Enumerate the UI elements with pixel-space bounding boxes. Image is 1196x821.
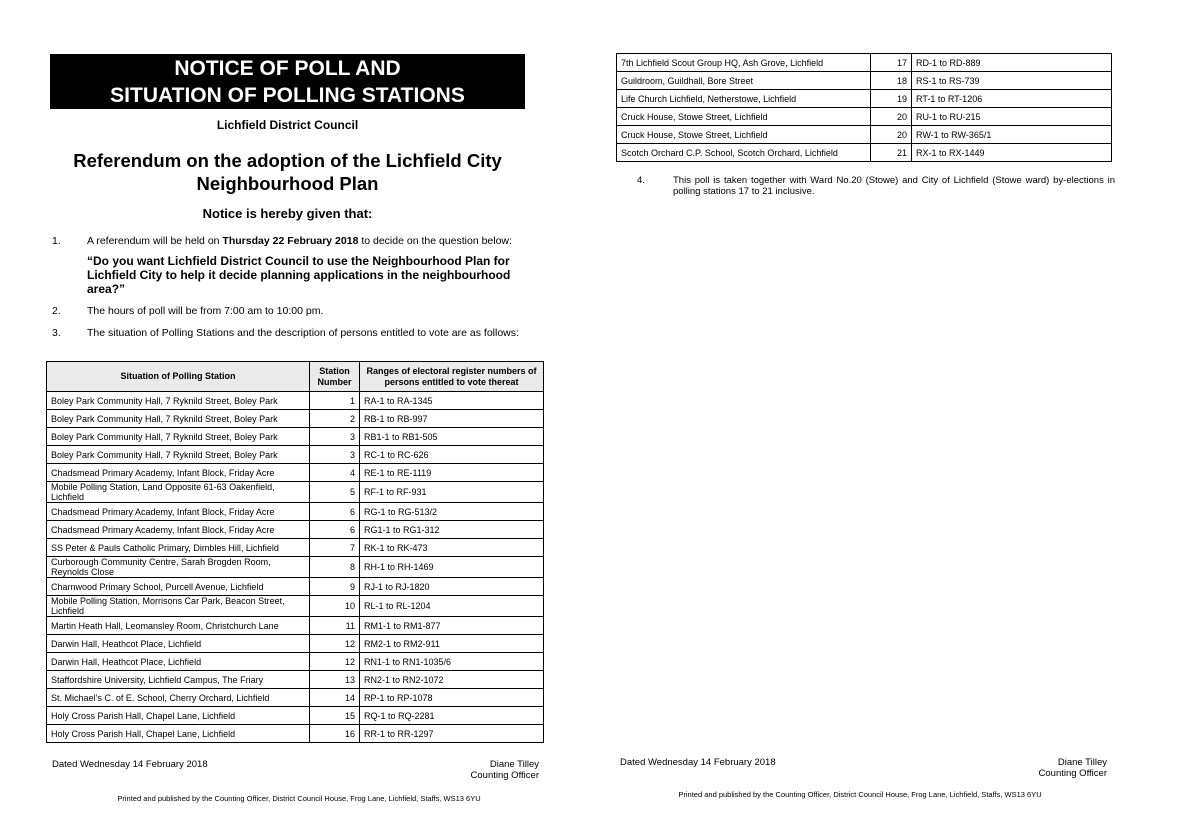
item-text: The situation of Polling Stations and the description of persons entitled to vote are as follows: bbox=[87, 327, 519, 339]
table-row bbox=[47, 539, 544, 557]
item-text: This poll is taken together with Ward No.20 (Stowe) and City of Lichfield (Stowe ward) by-elections in polling stations 17 to 21 inclusive. bbox=[673, 175, 1115, 197]
cell-station-number: 17 bbox=[871, 54, 912, 72]
cell-situation: Boley Park Community Hall, 7 Ryknild Street, Boley Park bbox=[47, 392, 310, 410]
cell-situation: Martin Heath Hall, Leomansley Room, Christchurch Lane bbox=[47, 617, 310, 635]
cell-range: RM1-1 to RM1-877 bbox=[360, 617, 544, 635]
signer-title: Counting Officer bbox=[1038, 768, 1107, 779]
polling-stations-table-continued bbox=[616, 53, 1112, 162]
cell-station-number: 6 bbox=[310, 521, 360, 539]
cell-station-number: 9 bbox=[310, 578, 360, 596]
cell-station-number: 3 bbox=[310, 446, 360, 464]
notice-heading: Notice is hereby given that: bbox=[202, 206, 373, 221]
cell-station-number: 3 bbox=[310, 428, 360, 446]
title-line-1: NOTICE OF POLL AND bbox=[174, 57, 401, 80]
notice-banner bbox=[50, 54, 525, 109]
header-station-number: Station Number bbox=[310, 362, 360, 392]
cell-station-number: 12 bbox=[310, 653, 360, 671]
cell-station-number: 6 bbox=[310, 503, 360, 521]
header-ranges: Ranges of electoral register numbers of persons entitled to vote thereat bbox=[360, 362, 544, 392]
table-row bbox=[47, 578, 544, 596]
item-number: 2. bbox=[52, 305, 61, 317]
cell-situation: Chadsmead Primary Academy, Infant Block, Friday Acre bbox=[47, 503, 310, 521]
table-row bbox=[47, 635, 544, 653]
table-row bbox=[47, 671, 544, 689]
cell-station-number: 5 bbox=[310, 482, 360, 503]
cell-station-number: 11 bbox=[310, 617, 360, 635]
cell-station-number: 15 bbox=[310, 707, 360, 725]
cell-station-number: 1 bbox=[310, 392, 360, 410]
referendum-date: Thursday 22 February 2018 bbox=[222, 235, 359, 247]
cell-station-number: 12 bbox=[310, 635, 360, 653]
cell-station-number: 2 bbox=[310, 410, 360, 428]
cell-range: RR-1 to RR-1297 bbox=[360, 725, 544, 743]
table-row bbox=[617, 90, 1112, 108]
header-situation: Situation of Polling Station bbox=[47, 362, 310, 392]
dated-line-right: Dated Wednesday 14 February 2018 bbox=[620, 757, 776, 768]
cell-station-number: 8 bbox=[310, 557, 360, 578]
cell-situation: Darwin Hall, Heathcot Place, Lichfield bbox=[47, 653, 310, 671]
dated-line: Dated Wednesday 14 February 2018 bbox=[52, 759, 208, 770]
cell-station-number: 4 bbox=[310, 464, 360, 482]
cell-range: RP-1 to RP-1078 bbox=[360, 689, 544, 707]
table-row bbox=[617, 108, 1112, 126]
table-row bbox=[617, 144, 1112, 162]
table-body bbox=[617, 54, 1112, 162]
item-text bbox=[87, 235, 524, 247]
cell-station-number: 16 bbox=[310, 725, 360, 743]
cell-range: RC-1 to RC-626 bbox=[360, 446, 544, 464]
table-row bbox=[617, 72, 1112, 90]
cell-range: RB-1 to RB-997 bbox=[360, 410, 544, 428]
cell-situation: Mobile Polling Station, Morrisons Car Park, Beacon Street, Lichfield bbox=[47, 596, 310, 617]
item-text-post: to decide on the question below: bbox=[358, 235, 512, 247]
polling-stations-table bbox=[46, 361, 544, 743]
cell-range: RQ-1 to RQ-2281 bbox=[360, 707, 544, 725]
item-number: 1. bbox=[52, 235, 61, 247]
cell-station-number: 20 bbox=[871, 126, 912, 144]
council-name: Lichfield District Council bbox=[216, 118, 359, 132]
cell-situation: Holy Cross Parish Hall, Chapel Lane, Lichfield bbox=[47, 707, 310, 725]
cell-situation: SS Peter & Pauls Catholic Primary, Dimbles Hill, Lichfield bbox=[47, 539, 310, 557]
cell-range: RB1-1 to RB1-505 bbox=[360, 428, 544, 446]
table-row bbox=[47, 428, 544, 446]
table-row bbox=[47, 392, 544, 410]
cell-station-number: 20 bbox=[871, 108, 912, 126]
printed-by: Printed and published by the Counting Officer, District Council House, Frog Lane, Lichfield, Staffs, WS13 6YU bbox=[117, 794, 481, 803]
cell-range: RL-1 to RL-1204 bbox=[360, 596, 544, 617]
cell-situation: St. Michael’s C. of E. School, Cherry Orchard, Lichfield bbox=[47, 689, 310, 707]
item-number: 3. bbox=[52, 327, 61, 339]
cell-range: RD-1 to RD-889 bbox=[912, 54, 1112, 72]
cell-station-number: 7 bbox=[310, 539, 360, 557]
cell-range: RM2-1 to RM2-911 bbox=[360, 635, 544, 653]
signature-block-right bbox=[950, 757, 1107, 779]
table-row bbox=[47, 596, 544, 617]
cell-range: RT-1 to RT-1206 bbox=[912, 90, 1112, 108]
cell-situation: Holy Cross Parish Hall, Chapel Lane, Lichfield bbox=[47, 725, 310, 743]
table-header-row bbox=[47, 362, 544, 392]
cell-station-number: 21 bbox=[871, 144, 912, 162]
cell-range: RK-1 to RK-473 bbox=[360, 539, 544, 557]
cell-range: RW-1 to RW-365/1 bbox=[912, 126, 1112, 144]
table-row bbox=[617, 126, 1112, 144]
table-row bbox=[47, 557, 544, 578]
cell-situation: Darwin Hall, Heathcot Place, Lichfield bbox=[47, 635, 310, 653]
table-row bbox=[47, 503, 544, 521]
table-row bbox=[47, 725, 544, 743]
cell-situation: Curborough Community Centre, Sarah Brogden Room, Reynolds Close bbox=[47, 557, 310, 578]
title-line-2: SITUATION OF POLLING STATIONS bbox=[110, 84, 465, 107]
item-text-pre: A referendum will be held on bbox=[87, 235, 223, 247]
table-row bbox=[47, 617, 544, 635]
cell-situation: Chadsmead Primary Academy, Infant Block, Friday Acre bbox=[47, 521, 310, 539]
signer-name: Diane Tilley bbox=[489, 759, 539, 770]
cell-situation: Boley Park Community Hall, 7 Ryknild Street, Boley Park bbox=[47, 410, 310, 428]
signer-name: Diane Tilley bbox=[1057, 757, 1107, 768]
signature-block bbox=[380, 759, 539, 781]
cell-range: RU-1 to RU-215 bbox=[912, 108, 1112, 126]
cell-range: RX-1 to RX-1449 bbox=[912, 144, 1112, 162]
cell-situation: Boley Park Community Hall, 7 Ryknild Street, Boley Park bbox=[47, 446, 310, 464]
referendum-title-line-1: Referendum on the adoption of the Lichfield City bbox=[73, 150, 502, 171]
item-text: The hours of poll will be from 7:00 am to 10:00 pm. bbox=[87, 305, 324, 317]
cell-situation: Charnwood Primary School, Purcell Avenue, Lichfield bbox=[47, 578, 310, 596]
referendum-title bbox=[50, 149, 525, 195]
cell-range: RS-1 to RS-739 bbox=[912, 72, 1112, 90]
cell-range: RA-1 to RA-1345 bbox=[360, 392, 544, 410]
table-body bbox=[47, 392, 544, 743]
table-row bbox=[47, 482, 544, 503]
cell-range: RE-1 to RE-1119 bbox=[360, 464, 544, 482]
cell-situation: Cruck House, Stowe Street, Lichfield bbox=[617, 108, 871, 126]
table-row bbox=[47, 689, 544, 707]
table-row bbox=[47, 410, 544, 428]
cell-range: RF-1 to RF-931 bbox=[360, 482, 544, 503]
cell-situation: 7th Lichfield Scout Group HQ, Ash Grove, Lichfield bbox=[617, 54, 871, 72]
referendum-question: “Do you want Lichfield District Council to use the Neighbourhood Plan for Lichfield City to help it decide planning applications in the neighbourhood area?” bbox=[87, 254, 511, 296]
cell-range: RG-1 to RG-513/2 bbox=[360, 503, 544, 521]
cell-range: RN2-1 to RN2-1072 bbox=[360, 671, 544, 689]
cell-station-number: 14 bbox=[310, 689, 360, 707]
cell-station-number: 18 bbox=[871, 72, 912, 90]
cell-situation: Mobile Polling Station, Land Opposite 61-63 Oakenfield, Lichfield bbox=[47, 482, 310, 503]
cell-situation: Boley Park Community Hall, 7 Ryknild Street, Boley Park bbox=[47, 428, 310, 446]
cell-range: RJ-1 to RJ-1820 bbox=[360, 578, 544, 596]
cell-station-number: 19 bbox=[871, 90, 912, 108]
table-row bbox=[47, 653, 544, 671]
cell-situation: Cruck House, Stowe Street, Lichfield bbox=[617, 126, 871, 144]
table-row bbox=[47, 521, 544, 539]
printed-by-right: Printed and published by the Counting Officer, District Council House, Frog Lane, Lichfield, Staffs, WS13 6YU bbox=[678, 790, 1042, 799]
table-row bbox=[617, 54, 1112, 72]
cell-situation: Scotch Orchard C.P. School, Scotch Orchard, Lichfield bbox=[617, 144, 871, 162]
referendum-title-line-2: Neighbourhood Plan bbox=[196, 173, 379, 194]
cell-situation: Life Church Lichfield, Netherstowe, Lichfield bbox=[617, 90, 871, 108]
cell-situation: Chadsmead Primary Academy, Infant Block, Friday Acre bbox=[47, 464, 310, 482]
cell-range: RG1-1 to RG1-312 bbox=[360, 521, 544, 539]
table-row bbox=[47, 707, 544, 725]
cell-range: RH-1 to RH-1469 bbox=[360, 557, 544, 578]
cell-situation: Staffordshire University, Lichfield Campus, The Friary bbox=[47, 671, 310, 689]
table-row bbox=[47, 464, 544, 482]
signer-title: Counting Officer bbox=[470, 770, 539, 781]
table-row bbox=[47, 446, 544, 464]
cell-range: RN1-1 to RN1-1035/6 bbox=[360, 653, 544, 671]
cell-situation: Guildroom, Guildhall, Bore Street bbox=[617, 72, 871, 90]
cell-station-number: 10 bbox=[310, 596, 360, 617]
item-number: 4. bbox=[637, 175, 645, 186]
cell-station-number: 13 bbox=[310, 671, 360, 689]
